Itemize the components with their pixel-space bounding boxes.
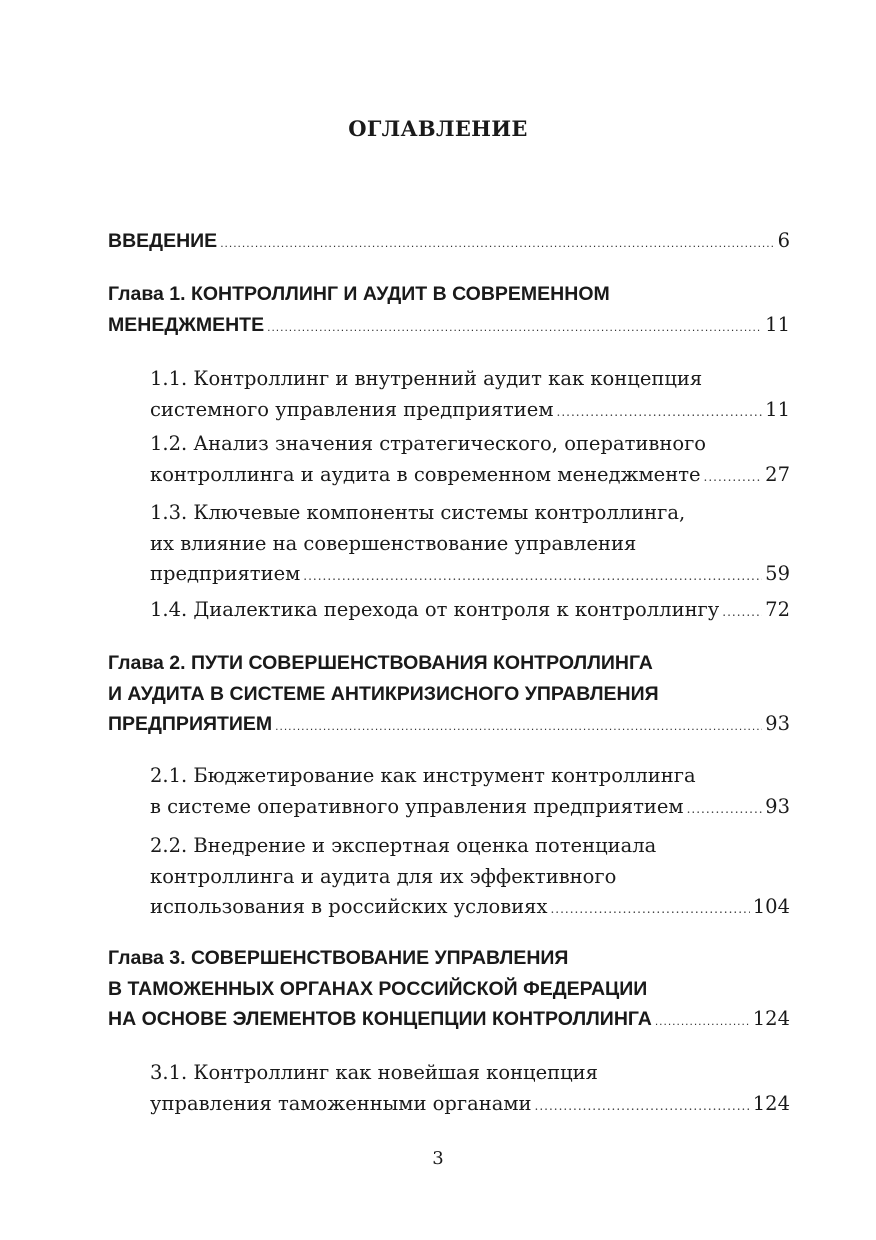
toc-entry-text: их влияние на совершенствование управления bbox=[150, 531, 637, 555]
toc-line bbox=[108, 1004, 790, 1037]
toc-line bbox=[108, 679, 790, 710]
toc-line bbox=[150, 460, 790, 493]
toc-line bbox=[150, 792, 790, 825]
toc-line bbox=[150, 395, 790, 428]
toc-line bbox=[150, 1089, 790, 1122]
toc-page-number: 6 bbox=[777, 229, 790, 252]
toc-entry-text: НА ОСНОВЕ ЭЛЕМЕНТОВ КОНЦЕПЦИИ КОНТРОЛЛИНГА bbox=[108, 1008, 652, 1030]
toc-entry-chapter-3 bbox=[108, 943, 790, 1037]
toc-line bbox=[108, 709, 790, 742]
toc-entry-text: И АУДИТА В СИСТЕМЕ АНТИКРИЗИСНОГО УПРАВЛЕНИЯ bbox=[108, 682, 659, 705]
toc-page-number: 93 bbox=[765, 794, 790, 818]
toc-entry-chapter-2 bbox=[108, 648, 790, 742]
dot-leader bbox=[687, 794, 763, 825]
toc-line bbox=[108, 943, 790, 974]
toc-line bbox=[108, 226, 790, 259]
toc-entry-text: МЕНЕДЖМЕНТЕ bbox=[108, 313, 265, 336]
toc-entry-text: 1.4. Диалектика перехода от контроля к контроллингу bbox=[150, 598, 720, 621]
toc-entry-text: Глава 2. ПУТИ СОВЕРШЕНСТВОВАНИЯ КОНТРОЛЛИНГА bbox=[108, 652, 653, 674]
toc-page-number: 59 bbox=[765, 562, 790, 585]
toc-line bbox=[108, 279, 790, 310]
dot-leader bbox=[303, 561, 762, 592]
toc-entry-text: системного управления предприятием bbox=[150, 397, 554, 421]
dot-leader bbox=[535, 1091, 750, 1122]
dot-leader bbox=[267, 312, 762, 343]
dot-leader bbox=[220, 228, 774, 259]
toc-line bbox=[150, 892, 790, 925]
toc-entry-text: в системе оперативного управления предприятием bbox=[150, 794, 684, 818]
toc-page-number: 124 bbox=[752, 1007, 790, 1030]
toc-entry-text: контроллинга и аудита в современном менеджменте bbox=[150, 462, 701, 486]
toc-entry-text: использования в российских условиях bbox=[150, 895, 548, 918]
toc-entry-text: 1.1. Контроллинг и внутренний аудит как концепция bbox=[150, 367, 703, 390]
dot-leader bbox=[704, 462, 763, 493]
toc-entry-text: 2.2. Внедрение и экспертная оценка потенциала bbox=[150, 834, 657, 857]
toc-entry-text: 2.1. Бюджетирование как инструмент контроллинга bbox=[150, 764, 696, 787]
toc-entry-text: Глава 3. СОВЕРШЕНСТВОВАНИЕ УПРАВЛЕНИЯ bbox=[108, 947, 569, 969]
toc-line bbox=[150, 862, 790, 893]
toc-line bbox=[150, 364, 790, 395]
toc-entry-text: предприятием bbox=[150, 562, 301, 585]
toc-entry-section-2-1 bbox=[150, 761, 790, 824]
toc-line bbox=[108, 648, 790, 679]
toc-page-number: 27 bbox=[765, 462, 790, 486]
dot-leader bbox=[550, 894, 749, 925]
toc-entry-section-1-2 bbox=[150, 429, 790, 492]
toc-line bbox=[150, 595, 790, 628]
dot-leader bbox=[275, 711, 762, 742]
toc-entry-introduction bbox=[108, 226, 790, 259]
toc-line bbox=[150, 429, 790, 460]
page-title: ОГЛАВЛЕНИЕ bbox=[348, 116, 528, 141]
toc-page-number: 11 bbox=[765, 397, 790, 421]
toc-entry-text: 1.3. Ключевые компоненты системы контроллинга, bbox=[150, 501, 686, 524]
toc-entry-text: 1.2. Анализ значения стратегического, оперативного bbox=[150, 432, 707, 455]
toc-page-number: 72 bbox=[765, 598, 790, 621]
toc-page-number: 124 bbox=[752, 1091, 790, 1115]
toc-entry-section-3-1 bbox=[150, 1058, 790, 1121]
toc-entry-text: управления таможенными органами bbox=[150, 1091, 532, 1115]
toc-entry-text: ВВЕДЕНИЕ bbox=[108, 230, 218, 252]
dot-leader bbox=[655, 1006, 750, 1037]
toc-page-number: 11 bbox=[765, 312, 790, 336]
toc-entry-chapter-1 bbox=[108, 279, 790, 342]
toc-line bbox=[150, 559, 790, 592]
toc-line bbox=[150, 1058, 790, 1089]
toc-page-number: 93 bbox=[765, 712, 790, 735]
toc-entry-text: контроллинга и аудита для их эффективного bbox=[150, 864, 617, 888]
toc-line bbox=[108, 974, 790, 1005]
toc-entry-section-2-2 bbox=[150, 831, 790, 925]
toc-page-number: 104 bbox=[752, 895, 790, 918]
toc-line bbox=[108, 310, 790, 343]
toc-line bbox=[150, 761, 790, 792]
toc-entry-section-1-3 bbox=[150, 498, 790, 592]
toc-entry-text: Глава 1. КОНТРОЛЛИНГ И АУДИТ В СОВРЕМЕННОМ bbox=[108, 283, 610, 305]
dot-leader bbox=[722, 597, 762, 628]
toc-line bbox=[150, 498, 790, 529]
page-number: 3 bbox=[432, 1148, 444, 1169]
dot-leader bbox=[557, 397, 763, 428]
toc-entry-section-1-4 bbox=[150, 595, 790, 628]
toc-line bbox=[150, 529, 790, 560]
toc-entry-text: ПРЕДПРИЯТИЕМ bbox=[108, 713, 273, 735]
toc-entry-section-1-1 bbox=[150, 364, 790, 427]
toc-entry-text: В ТАМОЖЕННЫХ ОРГАНАХ РОССИЙСКОЙ ФЕДЕРАЦИИ bbox=[108, 977, 648, 1000]
toc-entry-text: 3.1. Контроллинг как новейшая концепция bbox=[150, 1061, 598, 1084]
toc-line bbox=[150, 831, 790, 862]
